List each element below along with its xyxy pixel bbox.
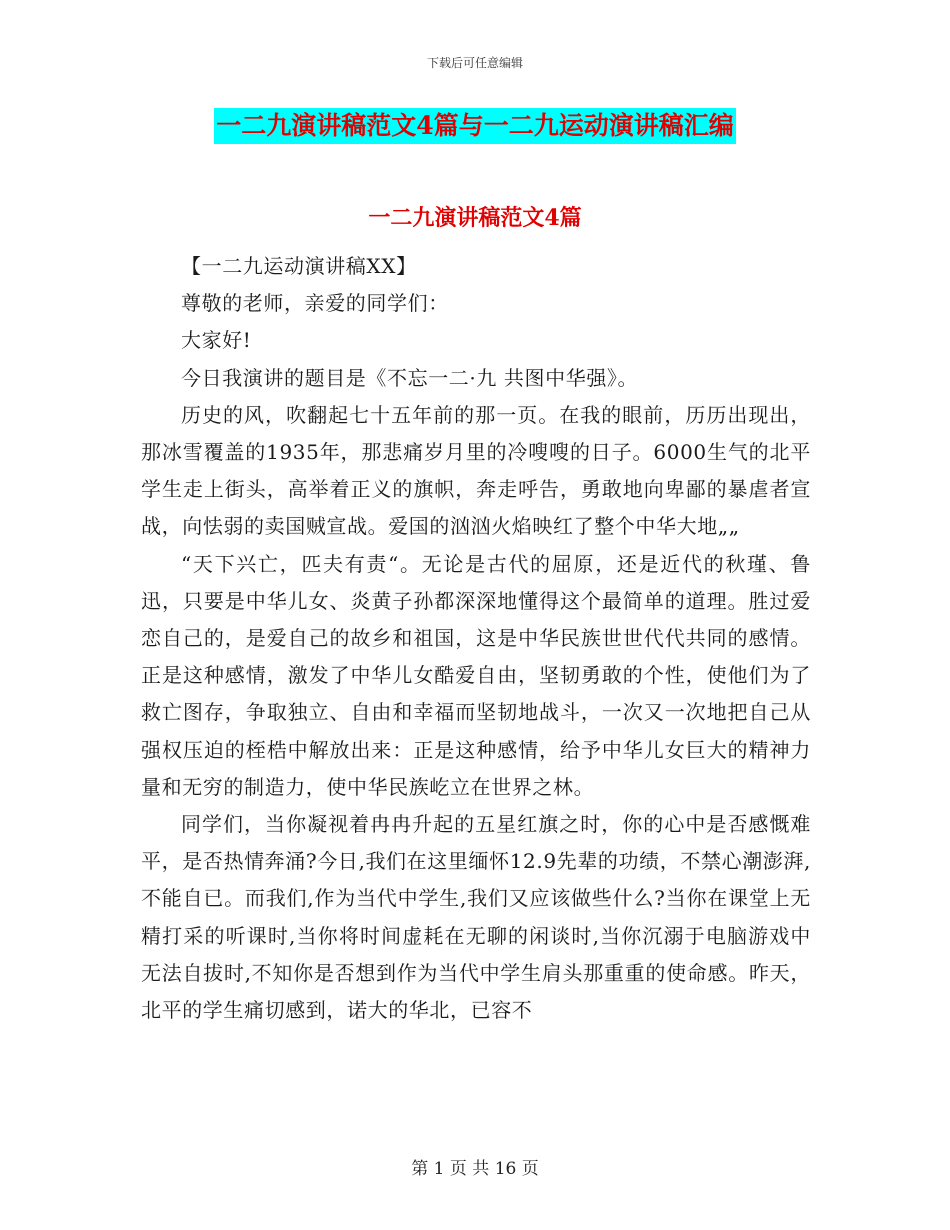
- paragraph-heading: 【一二九运动演讲稿XX】: [181, 254, 417, 278]
- page-footer-page-number: 第 1 页 共 16 页: [411, 1159, 539, 1179]
- document-body: [141, 248, 811, 1029]
- paragraph-history: 历史的风，吹翻起七十五年前的那一页。在我的眼前，历历出现出，那冰雪覆盖的1935年，那悲痛岁月里的冷嗖嗖的日子。6000生气的北平学生走上街头，高举着正义的旗帜，奔走呼告，勇敢地向卑鄙的暴虐者宣战，向怯弱的卖国贼宣战。爱国的汹汹火焰映红了整个中华大地„„: [141, 402, 811, 539]
- main-title-container: [0, 108, 950, 144]
- paragraph-topic: 今日我演讲的题目是《不忘一二·九 共图中华强》。: [181, 365, 639, 390]
- section-title: 一二九演讲稿范文4篇: [368, 205, 582, 231]
- main-title: 一二九演讲稿范文4篇与一二九运动演讲稿汇编: [214, 108, 735, 144]
- page-header-note: 下载后可任意编辑: [426, 56, 523, 70]
- paragraph-salutation: 尊敬的老师，亲爱的同学们：: [181, 291, 449, 316]
- paragraph-students: 同学们，当你凝视着冉冉升起的五星红旗之时，你的心中是否感慨难平，是否热情奔涌?今日,我们在这里缅怀12.9先辈的功绩，不禁心潮澎湃,不能自已。而我们,作为当代中学生,我们又应该做些什么?当你在课堂上无精打采的听课时,当你将时间虚耗在无聊的闲谈时,当你沉溺于电脑游戏中无法自拔时,不知你是否想到作为当代中学生肩头那重重的使命感。昨天，北平的学生痛切感到，诺大的华北，已容不: [141, 812, 811, 1023]
- paragraph-greeting: 大家好!: [181, 328, 252, 353]
- paragraph-responsibility: “天下兴亡，匹夫有责“。无论是古代的屈原，还是近代的秋瑾、鲁迅，只要是中华儿女、炎黄子孙都深深地懂得这个最简单的道理。胜过爱恋自己的，是爱自己的故乡和祖国，这是中华民族世世代代共同的感情。正是这种感情，激发了中华儿女酷爱自由，坚韧勇敢的个性，使他们为了救亡图存，争取独立、自由和幸福而坚韧地战斗，一次又一次地把自己从强权压迫的桎梏中解放出来：正是这种感情，给予中华儿女巨大的精神力量和无穷的制造力，使中华民族屹立在世界之林。: [141, 551, 811, 799]
